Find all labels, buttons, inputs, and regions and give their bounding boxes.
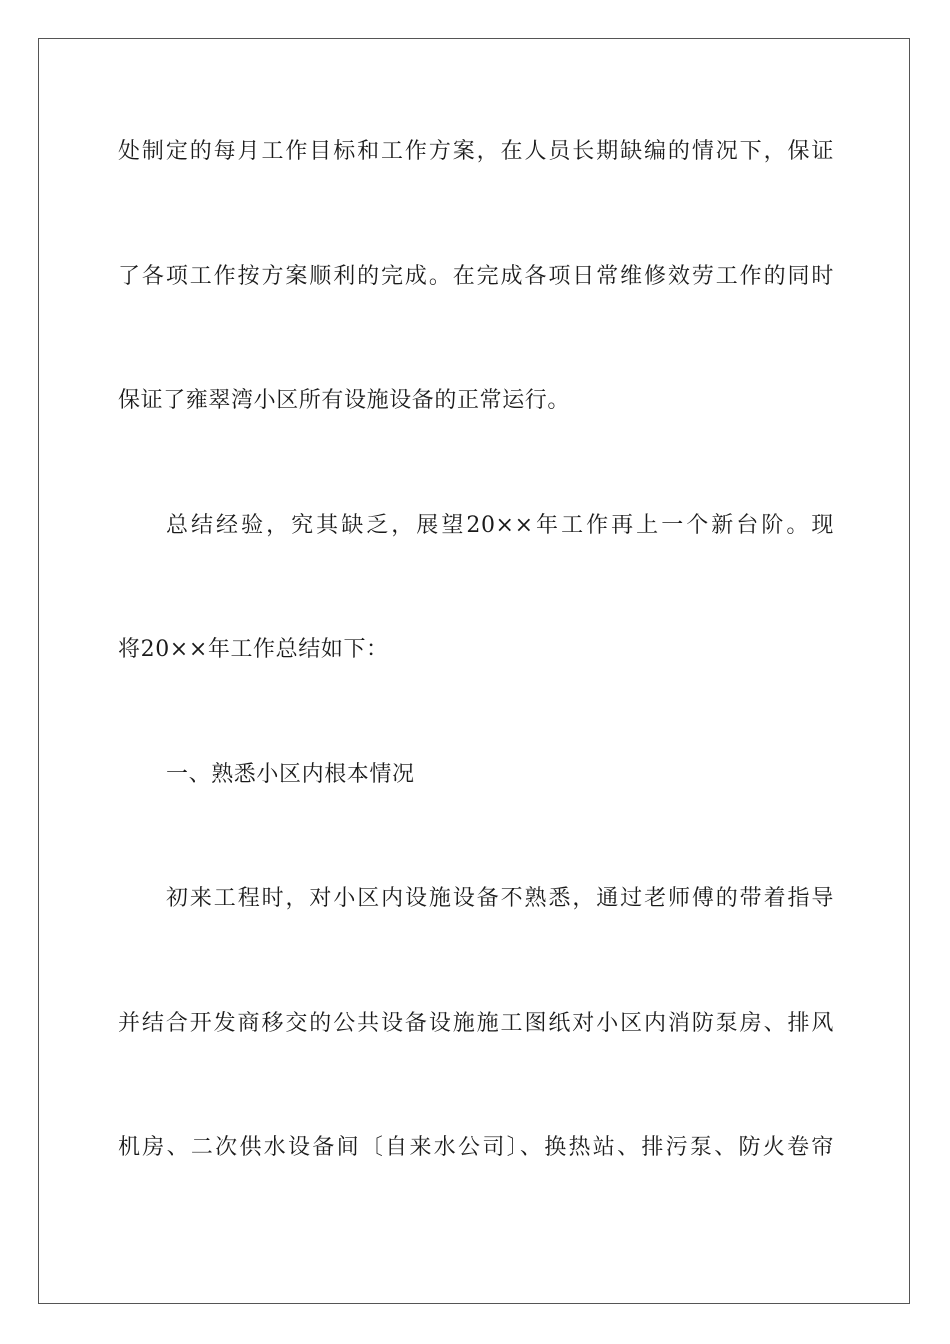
paragraph-line-3: 保证了雍翠湾小区所有设施设备的正常运行。 xyxy=(118,388,571,413)
paragraph-line-4: 总结经验，究其缺乏，展望20××年工作再上一个新台阶。现 xyxy=(166,513,834,538)
page-border xyxy=(38,38,910,1304)
paragraph-line-8: 并结合开发商移交的公共设备设施施工图纸对小区内消防泵房、排风 xyxy=(118,1011,834,1036)
paragraph-line-1: 处制定的每月工作目标和工作方案，在人员长期缺编的情况下，保证 xyxy=(118,139,834,164)
paragraph-line-2: 了各项工作按方案顺利的完成。在完成各项日常维修效劳工作的同时 xyxy=(118,264,834,289)
paragraph-line-5: 将20××年工作总结如下： xyxy=(118,637,389,662)
paragraph-line-7: 初来工程时，对小区内设施设备不熟悉，通过老师傅的带着指导 xyxy=(166,886,834,911)
paragraph-line-9: 机房、二次供水设备间〔自来水公司〕、换热站、排污泵、防火卷帘 xyxy=(118,1135,834,1160)
section-heading: 一、熟悉小区内根本情况 xyxy=(166,762,415,787)
